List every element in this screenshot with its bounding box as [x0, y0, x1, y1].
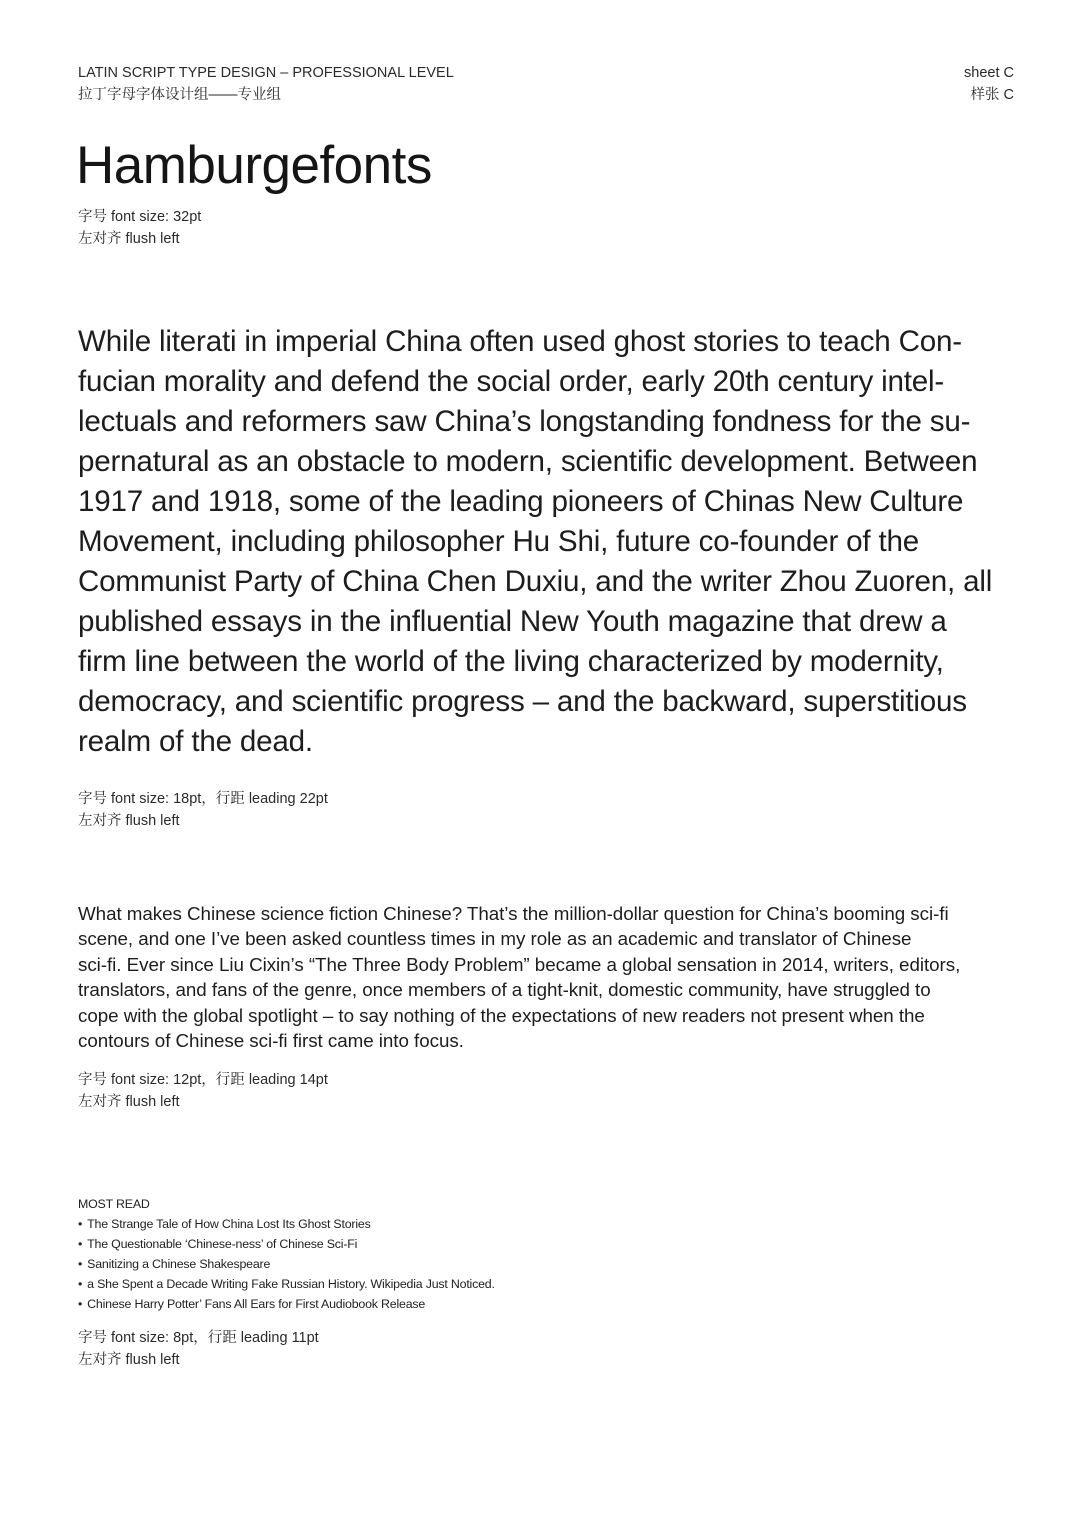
paragraph-18pt-spec	[78, 788, 328, 832]
header-left	[78, 62, 454, 106]
paragraph-line: Movement, including philosopher Hu Shi, future co-founder of the	[78, 525, 919, 558]
paragraph-line: While literati in imperial China often used ghost stories to teach Con-	[78, 325, 962, 358]
paragraph-line: pernatural as an obstacle to modern, scientific development. Between	[78, 445, 978, 478]
title-spec-align: 左对齐 flush left	[78, 231, 180, 247]
paragraph-18pt-spec-align: 左对齐 flush left	[78, 813, 180, 829]
paragraph-12pt-spec	[78, 1069, 328, 1113]
paragraph-line: democracy, and scientific progress – and the backward, superstitious	[78, 685, 967, 718]
paragraph-line: fucian morality and defend the social order, early 20th century intel-	[78, 365, 945, 398]
header-right	[964, 62, 1014, 106]
most-read-item-label: Sanitizing a Chinese Shakespeare	[87, 1257, 271, 1271]
most-read-item-label: The Questionable ‘Chinese-ness’ of Chinese Sci-Fi	[87, 1237, 358, 1251]
title-specimen: Hamburgefonts	[76, 136, 432, 195]
most-read-item[interactable]	[78, 1254, 495, 1274]
title-spec	[78, 206, 201, 250]
most-read-item-label: The Strange Tale of How China Lost Its Ghost Stories	[87, 1217, 371, 1231]
paragraph-line: firm line between the world of the living characterized by modernity,	[78, 645, 944, 678]
most-read-item-label: a She Spent a Decade Writing Fake Russian History. Wikipedia Just Noticed.	[87, 1277, 495, 1291]
paragraph-18pt-spec-size: 字号 font size: 18pt，行距 leading 22pt	[78, 791, 328, 807]
most-read-spec-size: 字号 font size: 8pt，行距 leading 11pt	[78, 1330, 319, 1346]
bullet-icon: •	[78, 1297, 83, 1311]
header-category-zh: 拉丁字母字体设计组——专业组	[78, 87, 281, 103]
paragraph-12pt	[78, 901, 1018, 1053]
paragraph-line: contours of Chinese sci-fi first came into focus.	[78, 1030, 464, 1052]
bullet-icon: •	[78, 1217, 83, 1231]
most-read-item[interactable]	[78, 1234, 495, 1254]
paragraph-line: sci-fi. Ever since Liu Cixin’s “The Three Body Problem” became a global sensation in 2014, writers, editors,	[78, 953, 961, 975]
paragraph-line: translators, and fans of the genre, once members of a tight-knit, domestic community, have struggled to	[78, 979, 931, 1001]
sheet-label-en: sheet C	[964, 65, 1014, 81]
paragraph-line: lectuals and reformers saw China’s longstanding fondness for the su-	[78, 405, 971, 438]
most-read-heading: MOST READ	[78, 1197, 150, 1211]
most-read-spec	[78, 1327, 319, 1371]
paragraph-line: cope with the global spotlight – to say nothing of the expectations of new readers not present when the	[78, 1004, 925, 1026]
paragraph-line: 1917 and 1918, some of the leading pioneers of Chinas New Culture	[78, 485, 964, 518]
title-spec-size: 字号 font size: 32pt	[78, 209, 202, 225]
paragraph-line: What makes Chinese science fiction Chinese? That’s the million-dollar question for China’s booming sci-fi	[78, 903, 949, 924]
paragraph-12pt-spec-align: 左对齐 flush left	[78, 1094, 180, 1110]
paragraph-line: scene, and one I’ve been asked countless times in my role as an academic and translator of Chinese	[78, 928, 912, 950]
bullet-icon: •	[78, 1277, 83, 1291]
most-read-list	[78, 1194, 495, 1314]
paragraph-line: published essays in the influential New Youth magazine that drew a	[78, 605, 947, 638]
most-read-spec-align: 左对齐 flush left	[78, 1352, 180, 1368]
most-read-item[interactable]	[78, 1214, 495, 1234]
paragraph-18pt	[78, 322, 1018, 762]
most-read-item-label: Chinese Harry Potter’ Fans All Ears for First Audiobook Release	[87, 1297, 426, 1311]
most-read-item[interactable]	[78, 1274, 495, 1294]
bullet-icon: •	[78, 1237, 83, 1251]
header-category-en: LATIN SCRIPT TYPE DESIGN – PROFESSIONAL LEVEL	[78, 65, 454, 81]
bullet-icon: •	[78, 1257, 83, 1271]
paragraph-12pt-spec-size: 字号 font size: 12pt，行距 leading 14pt	[78, 1072, 328, 1088]
most-read-item[interactable]	[78, 1294, 495, 1314]
paragraph-line: realm of the dead.	[78, 725, 313, 758]
paragraph-line: Communist Party of China Chen Duxiu, and the writer Zhou Zuoren, all	[78, 565, 993, 598]
sheet-label-zh: 样张 C	[970, 87, 1014, 103]
